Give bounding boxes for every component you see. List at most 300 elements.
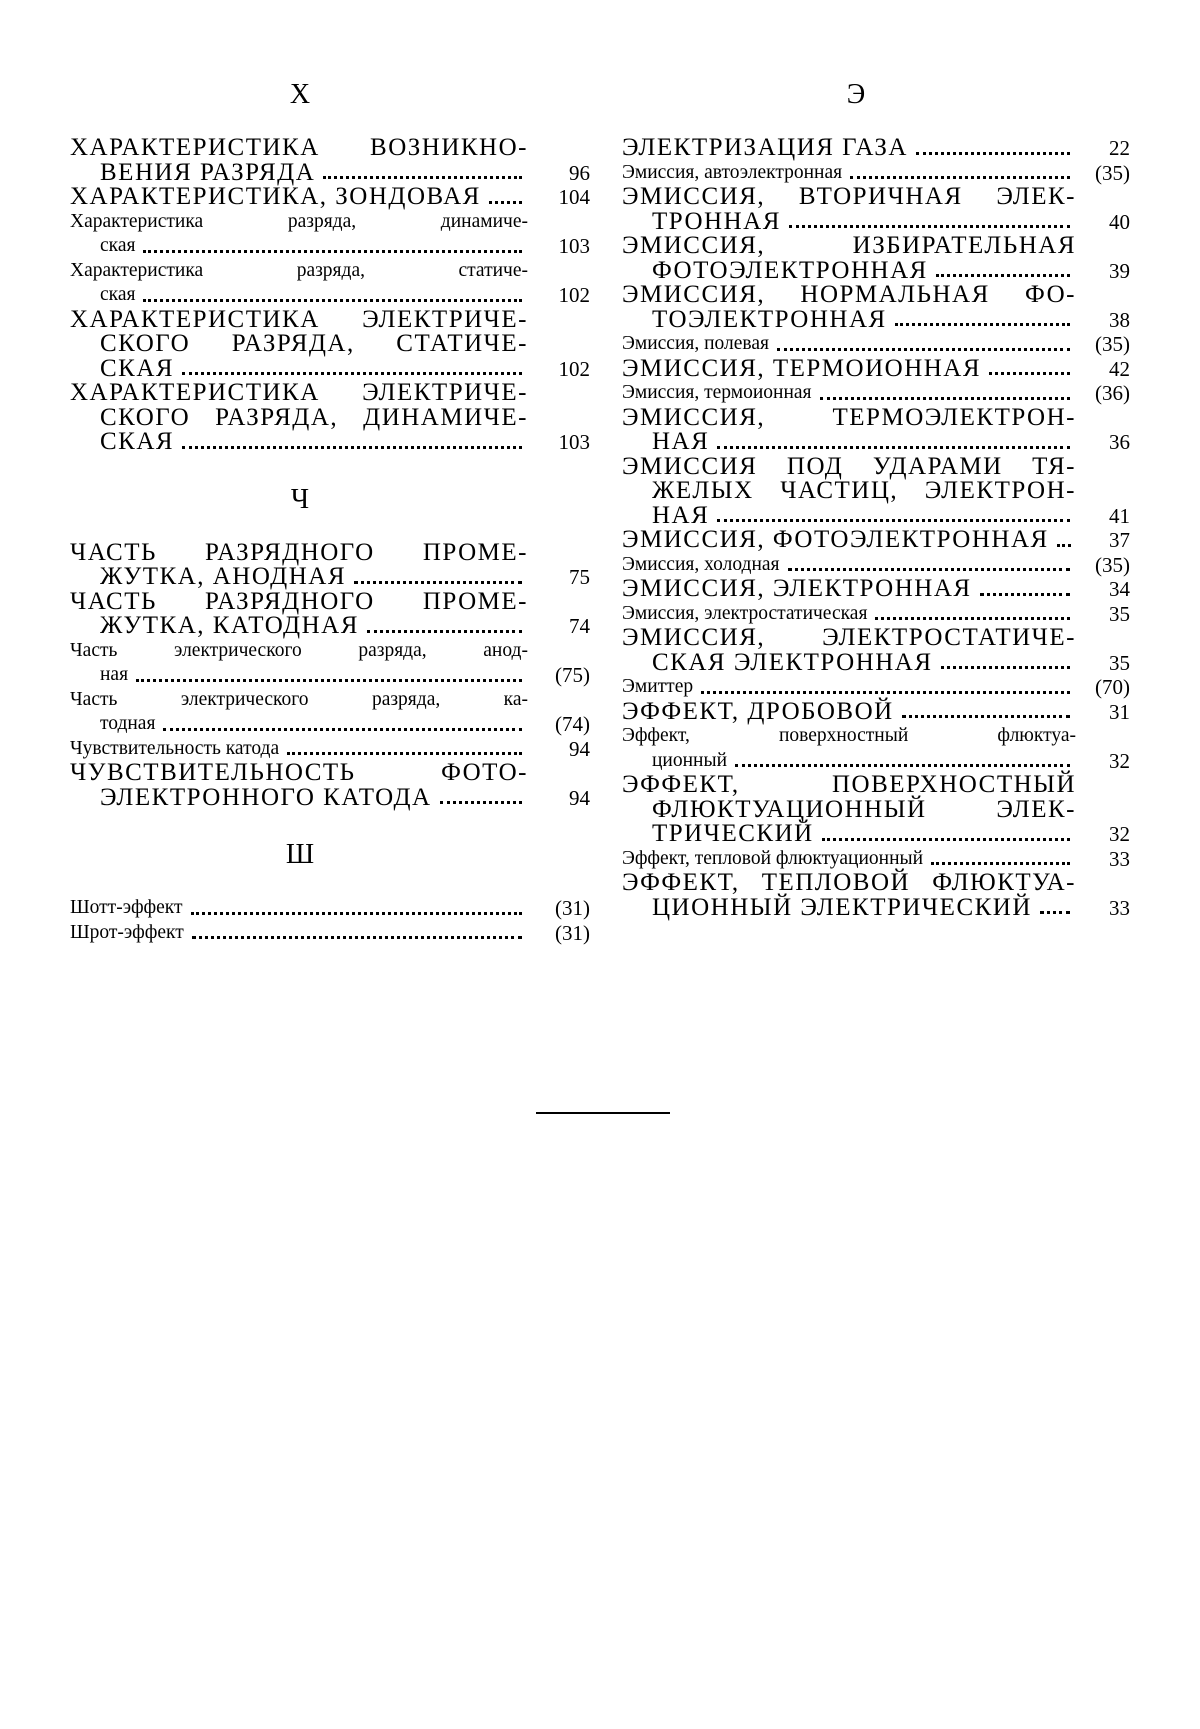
page-number: 35 — [1109, 650, 1130, 675]
index-term-minor — [70, 210, 590, 259]
term-line — [622, 602, 1076, 627]
index-term-minor — [70, 921, 590, 946]
term-word: ХАРАКТЕРИСТИКА — [70, 134, 320, 161]
term-word: ЭМИССИЯ, — [622, 281, 766, 308]
index-term-major — [622, 528, 1130, 553]
page-number: 42 — [1109, 356, 1130, 381]
term-line — [70, 283, 528, 308]
term-word: ЭМИССИЯ, — [622, 232, 766, 259]
term-line-text: ВЕНИЯ РАЗРЯДА — [100, 158, 316, 186]
term-line — [70, 403, 528, 431]
index-term-minor — [70, 737, 590, 762]
dot-leader — [980, 593, 1070, 596]
term-text — [70, 639, 528, 688]
term-line-text: ЭМИССИЯ, ТЕРМОИОННАЯ — [622, 354, 982, 382]
term-text — [70, 136, 528, 185]
term-line-text: Чувствительность катода — [70, 737, 280, 759]
page-number: 41 — [1109, 503, 1130, 528]
page-number: 103 — [558, 234, 590, 258]
term-word: ДИНАМИЧЕ- — [363, 403, 528, 431]
page-number: (31) — [555, 920, 590, 945]
page-number: 103 — [558, 430, 590, 454]
term-line — [622, 697, 1076, 725]
term-word: РАЗРЯДНОГО — [204, 538, 375, 566]
term-text — [622, 136, 1076, 161]
term-word: статиче- — [458, 259, 528, 281]
term-word: Часть — [70, 639, 118, 661]
term-word: электрического — [180, 688, 309, 710]
page-number: 31 — [1109, 699, 1130, 724]
term-line — [70, 921, 528, 946]
dot-leader — [192, 936, 522, 939]
page-number: (35) — [1095, 332, 1130, 356]
term-line — [622, 675, 1076, 700]
term-word: ЭМИССИЯ, — [622, 403, 766, 431]
index-term-minor — [622, 675, 1130, 700]
term-text — [70, 761, 528, 810]
term-text — [622, 553, 1076, 578]
term-word: ЭЛЕКТРОН- — [924, 477, 1076, 504]
term-text — [622, 626, 1076, 675]
term-line — [70, 737, 528, 762]
term-line — [622, 332, 1076, 357]
dot-leader — [735, 764, 1070, 767]
dot-leader — [789, 225, 1070, 228]
term-text — [622, 452, 1076, 529]
term-word: ЭЛЕКТРОСТАТИЧЕ- — [822, 624, 1076, 651]
page-number: 32 — [1109, 822, 1130, 846]
term-line-text: Эмиссия, холодная — [622, 553, 780, 575]
index-term-major — [70, 761, 590, 810]
term-line — [70, 354, 528, 382]
term-word: ХАРАКТЕРИСТИКА — [70, 305, 320, 333]
term-line — [70, 305, 528, 333]
index-term-minor — [70, 896, 590, 921]
page-number: (31) — [555, 896, 590, 920]
index-term-major — [70, 587, 590, 639]
dot-leader — [895, 323, 1070, 326]
page-number: (74) — [555, 712, 590, 736]
term-line-text: Эмиссия, термоионная — [622, 382, 812, 403]
term-word: ЭЛЕК- — [996, 183, 1076, 210]
term-line — [622, 528, 1076, 553]
dot-leader — [717, 446, 1070, 449]
end-rule — [536, 1112, 670, 1114]
dot-leader — [143, 250, 522, 253]
index-term-major — [622, 403, 1130, 455]
term-word: Эффект, — [622, 725, 690, 746]
term-word: разряда, — [358, 639, 427, 661]
dot-leader — [931, 862, 1070, 865]
term-word: ЭМИССИЯ, — [622, 624, 766, 651]
term-line-text: ЭЛЕКТРОННОГО КАТОДА — [100, 783, 432, 811]
dot-leader — [902, 715, 1070, 718]
term-line-text: Эмиссия, электростатическая — [622, 602, 868, 624]
term-text — [622, 528, 1076, 553]
term-text — [70, 587, 528, 639]
term-line — [622, 161, 1076, 186]
term-line — [70, 761, 528, 786]
dot-leader — [191, 912, 522, 915]
term-line — [622, 430, 1076, 455]
term-text — [622, 724, 1076, 773]
dot-leader — [989, 372, 1070, 375]
term-line — [622, 381, 1076, 406]
index-term-major — [70, 538, 590, 590]
dot-leader — [701, 691, 1070, 694]
term-line — [70, 136, 528, 161]
page-number: 104 — [558, 185, 590, 209]
term-word: ХАРАКТЕРИСТИКА — [70, 379, 320, 406]
term-line-text: ЦИОННЫЙ ЭЛЕКТРИЧЕСКИЙ — [652, 893, 1032, 921]
index-section — [622, 76, 1130, 920]
term-line — [70, 234, 528, 259]
index-term-major — [622, 185, 1130, 234]
term-word: ЭМИССИЯ — [622, 452, 758, 480]
term-line-text: СКАЯ — [100, 428, 175, 455]
term-line — [622, 822, 1076, 847]
index-term-minor — [70, 639, 590, 688]
term-line — [622, 403, 1076, 431]
page-number: 33 — [1109, 846, 1130, 871]
index-term-major — [622, 234, 1130, 283]
term-word: СКОГО — [100, 403, 191, 431]
index-term-major — [622, 452, 1130, 529]
term-word: ТЯ- — [1032, 452, 1076, 480]
left-column — [70, 76, 590, 945]
term-word: Характеристика — [70, 259, 204, 281]
term-text — [70, 185, 528, 210]
term-text — [70, 538, 528, 590]
term-line — [70, 565, 528, 590]
dot-leader — [820, 397, 1070, 400]
term-line — [622, 234, 1076, 259]
term-word: НОРМАЛЬНАЯ — [800, 281, 990, 308]
index-term-minor — [622, 332, 1130, 357]
term-text — [70, 259, 528, 308]
term-text — [70, 210, 528, 259]
term-line-text: СКАЯ — [100, 354, 175, 382]
term-line-text: ХАРАКТЕРИСТИКА, ЗОНДОВАЯ — [70, 183, 481, 210]
term-text — [70, 921, 528, 946]
term-word: РАЗРЯДА, — [215, 403, 339, 431]
page-number: 37 — [1109, 528, 1130, 552]
term-word: УДАРАМИ — [872, 452, 1003, 480]
term-line-text: ская — [100, 235, 136, 256]
index-term-major — [70, 305, 590, 382]
index-term-minor — [622, 602, 1130, 627]
term-line — [70, 210, 528, 235]
dot-leader — [875, 617, 1070, 620]
term-text — [622, 675, 1076, 700]
index-term-minor — [622, 381, 1130, 406]
dot-leader — [354, 581, 522, 584]
term-word: разряда, — [371, 688, 441, 710]
index-term-minor — [622, 161, 1130, 186]
term-line — [622, 305, 1076, 333]
term-line-text: ТОЭЛЕКТРОННАЯ — [652, 305, 887, 333]
page-number: (70) — [1095, 675, 1130, 699]
term-line-text: ЭЛЕКТРИЗАЦИЯ ГАЗА — [622, 134, 908, 161]
index-term-major — [622, 626, 1130, 675]
term-text — [70, 896, 528, 921]
term-text — [70, 688, 528, 737]
term-line — [70, 688, 528, 713]
index-term-minor — [622, 553, 1130, 578]
term-text — [622, 577, 1076, 602]
term-line — [622, 207, 1076, 235]
term-line-text: ТРИЧЕСКИЙ — [652, 820, 814, 847]
term-line-text: ская — [100, 284, 136, 305]
term-word: РАЗРЯДА, — [231, 330, 355, 357]
page-number: 40 — [1109, 209, 1130, 234]
dot-leader — [367, 630, 522, 633]
term-word: анод- — [483, 639, 528, 661]
page-number: 39 — [1109, 258, 1130, 283]
term-word: ЖЕЛЫХ — [652, 477, 754, 504]
term-word: Характеристика — [70, 210, 204, 232]
page-number: 33 — [1109, 895, 1130, 920]
term-line — [622, 553, 1076, 578]
term-word: ЭФФЕКТ, — [622, 869, 740, 896]
term-line — [70, 663, 528, 688]
term-word: ЧАСТЬ — [70, 587, 157, 615]
term-word: ЭМИССИЯ, — [622, 183, 766, 210]
term-line — [70, 381, 528, 406]
dot-leader — [941, 666, 1070, 669]
term-text — [622, 697, 1076, 725]
term-line-text: Эмиссия, автоэлектронная — [622, 161, 843, 183]
page-number: 96 — [569, 160, 590, 185]
dot-leader — [440, 801, 522, 804]
term-line — [622, 847, 1076, 872]
page-number: (35) — [1095, 160, 1130, 185]
dot-leader — [182, 372, 522, 375]
term-line — [70, 332, 528, 357]
term-line — [622, 452, 1076, 480]
term-word: разряда, — [296, 259, 365, 281]
dot-leader — [777, 348, 1070, 351]
index-term-major — [622, 871, 1130, 920]
dot-leader — [136, 679, 522, 682]
term-word: динамиче- — [440, 210, 528, 232]
term-line-text: ЭМИССИЯ, ФОТОЭЛЕКТРОННАЯ — [622, 526, 1049, 553]
term-text — [622, 381, 1076, 406]
dot-leader — [163, 728, 522, 731]
term-line-text: тодная — [100, 713, 156, 734]
page-number: 22 — [1109, 136, 1130, 160]
term-word: ФЛЮКТУА- — [932, 869, 1076, 896]
index-term-major — [622, 577, 1130, 602]
term-line — [70, 538, 528, 566]
term-line — [70, 587, 528, 615]
term-word: ВТОРИЧНАЯ — [798, 183, 963, 210]
term-line — [70, 639, 528, 664]
term-word: флюктуа- — [997, 725, 1076, 746]
term-word: Часть — [70, 688, 118, 710]
term-text — [70, 737, 528, 762]
page-number: 94 — [569, 785, 590, 810]
dot-leader — [287, 752, 522, 755]
term-word: СКОГО — [100, 330, 191, 357]
page-number: 34 — [1109, 577, 1130, 601]
term-line — [622, 479, 1076, 504]
term-word: ФЛЮКТУАЦИОННЫЙ — [652, 795, 927, 823]
term-word: поверхностный — [779, 725, 909, 746]
dot-leader — [182, 446, 522, 449]
term-line-text: ФОТОЭЛЕКТРОННАЯ — [652, 256, 928, 284]
term-text — [622, 871, 1076, 920]
page-number: 75 — [569, 565, 590, 589]
term-line — [622, 283, 1076, 308]
dot-leader — [850, 176, 1070, 179]
term-word: ЭЛЕКТРИЧЕ- — [362, 305, 528, 333]
term-word: ЭЛЕКТРИЧЕ- — [362, 379, 528, 406]
index-term-major — [622, 354, 1130, 382]
section-letter: Ч — [290, 483, 310, 515]
term-word: ПОВЕРХНОСТНЫЙ — [831, 771, 1076, 798]
term-line — [70, 185, 528, 210]
term-text — [622, 234, 1076, 283]
term-word: ЧУВСТВИТЕЛЬНОСТЬ — [70, 759, 356, 786]
term-line-text: ционный — [652, 749, 728, 771]
term-line — [622, 893, 1076, 921]
index-term-major — [70, 136, 590, 185]
term-line — [70, 783, 528, 811]
term-word: ПОД — [786, 452, 844, 480]
term-line — [622, 724, 1076, 749]
term-line — [622, 136, 1076, 161]
term-text — [622, 403, 1076, 455]
term-text — [622, 773, 1076, 847]
term-line — [622, 185, 1076, 210]
term-text — [622, 185, 1076, 234]
term-line — [622, 501, 1076, 529]
term-line-text: ЭМИССИЯ, ЭЛЕКТРОННАЯ — [622, 575, 972, 602]
section-letter: Э — [846, 79, 866, 110]
term-word: ПРОМЕ- — [422, 587, 528, 615]
index-term-minor — [622, 847, 1130, 872]
term-line-text: ЭФФЕКТ, ДРОБОВОЙ — [622, 697, 894, 725]
term-text — [622, 602, 1076, 627]
index-term-minor — [70, 688, 590, 737]
page-number: 36 — [1109, 430, 1130, 454]
term-line-text: Шрот-эффект — [70, 921, 184, 943]
term-text — [622, 283, 1076, 332]
index-section — [70, 76, 590, 455]
page-number: 32 — [1109, 748, 1130, 773]
term-word: ка- — [503, 688, 528, 710]
term-word: ТЕРМОЭЛЕКТРОН- — [832, 403, 1076, 431]
term-line — [622, 871, 1076, 896]
term-word: ФОТО- — [441, 759, 528, 786]
index-term-major — [70, 381, 590, 455]
term-line — [622, 749, 1076, 774]
term-line — [622, 626, 1076, 651]
term-text — [70, 381, 528, 455]
page-number: 74 — [569, 614, 590, 638]
term-text — [70, 305, 528, 382]
dot-leader — [143, 299, 522, 302]
term-word: СТАТИЧЕ- — [396, 330, 528, 357]
term-line-text: Шотт-эффект — [70, 897, 183, 918]
term-word: ВОЗНИКНО- — [370, 134, 528, 161]
index-term-minor — [622, 724, 1130, 773]
dot-leader — [1040, 911, 1070, 914]
dot-leader — [822, 838, 1070, 841]
term-line — [622, 577, 1076, 602]
term-line — [70, 430, 528, 455]
term-line — [622, 795, 1076, 823]
term-line-text: ТРОННАЯ — [652, 207, 781, 235]
term-text — [622, 332, 1076, 357]
page-number: 38 — [1109, 307, 1130, 332]
term-line-text: НАЯ — [652, 428, 710, 455]
dot-leader — [936, 274, 1070, 277]
term-word: электрического — [174, 639, 302, 661]
term-word: РАЗРЯДНОГО — [204, 587, 375, 615]
term-line-text: Эмиттер — [622, 676, 694, 697]
term-word: ИЗБИРАТЕЛЬНАЯ — [852, 232, 1076, 259]
term-line — [70, 614, 528, 639]
term-line — [622, 256, 1076, 284]
dot-leader — [1057, 544, 1071, 547]
term-line-text: Эффект, тепловой флюктуационный — [622, 847, 924, 869]
dot-leader — [717, 519, 1070, 522]
term-word: ТЕПЛОВОЙ — [761, 869, 911, 896]
term-text — [622, 161, 1076, 186]
term-word: разряда, — [287, 210, 357, 232]
term-word: ЧАСТЬ — [70, 538, 157, 566]
index-section — [70, 481, 590, 811]
term-line — [622, 648, 1076, 676]
page-number: 102 — [558, 356, 590, 381]
dot-leader — [788, 568, 1070, 571]
page-number: (75) — [555, 663, 590, 687]
index-section — [70, 836, 590, 945]
term-line — [70, 712, 528, 737]
term-line — [70, 896, 528, 921]
term-line-text: НАЯ — [652, 501, 710, 529]
term-word: ПРОМЕ- — [422, 538, 528, 566]
index-term-major — [622, 697, 1130, 725]
index-term-major — [622, 136, 1130, 161]
term-line-text: ная — [100, 664, 129, 685]
term-line-text: ЖУТКА, КАТОДНАЯ — [100, 612, 359, 639]
page-number: 35 — [1109, 601, 1130, 626]
dot-leader — [916, 152, 1070, 155]
section-letter: Х — [289, 79, 311, 110]
dot-leader — [323, 176, 522, 179]
index-term-major — [622, 773, 1130, 847]
page-number: (36) — [1095, 381, 1130, 405]
index-term-major — [70, 185, 590, 210]
page-number: 94 — [569, 736, 590, 761]
page-number: (35) — [1095, 552, 1130, 577]
term-line-text: Эмиссия, полевая — [622, 333, 770, 354]
section-letter: Ш — [285, 839, 315, 870]
term-word: ЭЛЕК- — [996, 795, 1076, 823]
term-line — [622, 354, 1076, 382]
term-word: ЭФФЕКТ, — [622, 771, 740, 798]
term-line — [622, 773, 1076, 798]
index-term-minor — [70, 259, 590, 308]
term-line — [70, 259, 528, 284]
term-text — [622, 847, 1076, 872]
term-line-text: СКАЯ ЭЛЕКТРОННАЯ — [652, 648, 933, 676]
right-column — [622, 76, 1130, 920]
page-number: 102 — [558, 283, 590, 307]
